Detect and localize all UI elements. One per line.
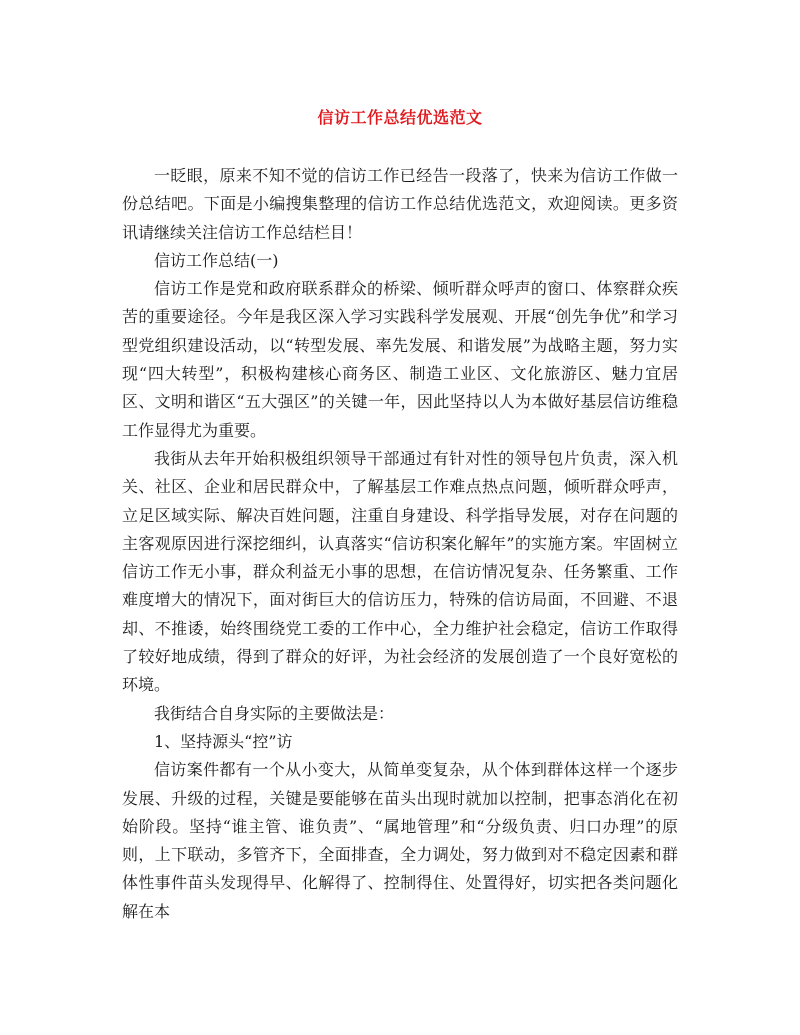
paragraph-intro: 一眨眼，原来不知不觉的信访工作已经告一段落了，快来为信访工作做一份总结吧。下面是小编搜集整理的信访工作总结优选范文，欢迎阅读。更多资讯请继续关注信访工作总结栏目！ <box>122 166 678 242</box>
paragraph-methods-intro: 我街结合自身实际的主要做法是： <box>154 703 395 723</box>
document-body <box>122 162 678 926</box>
section-heading-source-control: 1、坚持源头“控”访 <box>154 731 293 751</box>
paragraph-source-control: 信访案件都有一个从小变大，从简单变复杂，从个体到群体这样一个逐步发展、升级的过程，关键是要能够在苗头出现时就加以控制，把事态消化在初始阶段。坚持“谁主管、谁负责”、“属地管理”和“分级负责、归口办理”的原则，上下联动，多管齐下，全面排查，全力调处，努力做到对不稳定因素和群体性事件苗头发现得早、化解得了、控制得住、处置得好，切实把各类问题化解在本 <box>122 760 678 921</box>
document-title: 信访工作总结优选范文 <box>317 108 483 127</box>
section-heading-summary-1: 信访工作总结(一) <box>154 250 279 270</box>
paragraph-background: 信访工作是党和政府联系群众的桥梁、倾听群众呼声的窗口、体察群众疾苦的重要途径。今年是我区深入学习实践科学发展观、开展“创先争优”和学习型党组织建设活动，以“转型发展、率先发展、和谐发展”为战略主题，努力实现“四大转型”，积极构建核心商务区、制造工业区、文化旅游区、魅力宜居区、文明和谐区“五大强区”的关键一年，因此坚持以人为本做好基层信访维稳工作显得尤为重要。 <box>122 279 678 440</box>
paragraph-street-work: 我街从去年开始积极组织领导干部通过有针对性的领导包片负责，深入机关、社区、企业和居民群众中，了解基层工作难点热点问题，倾听群众呼声，立足区域实际、解决百姓问题，注重自身建设、科学指导发展，对存在问题的主客观原因进行深挖细纠，认真落实“信访积案化解年”的实施方案。牢固树立信访工作无小事，群众利益无小事的思想，在信访情况复杂、任务繁重、工作难度增大的情况下，面对街巨大的信访压力，特殊的信访局面，不回避、不退却、不推诿，始终围绕党工委的工作中心，全力维护社会稳定，信访工作取得了较好地成绩，得到了群众的好评，为社会经济的发展创造了一个良好宽松的环境。 <box>122 448 678 695</box>
